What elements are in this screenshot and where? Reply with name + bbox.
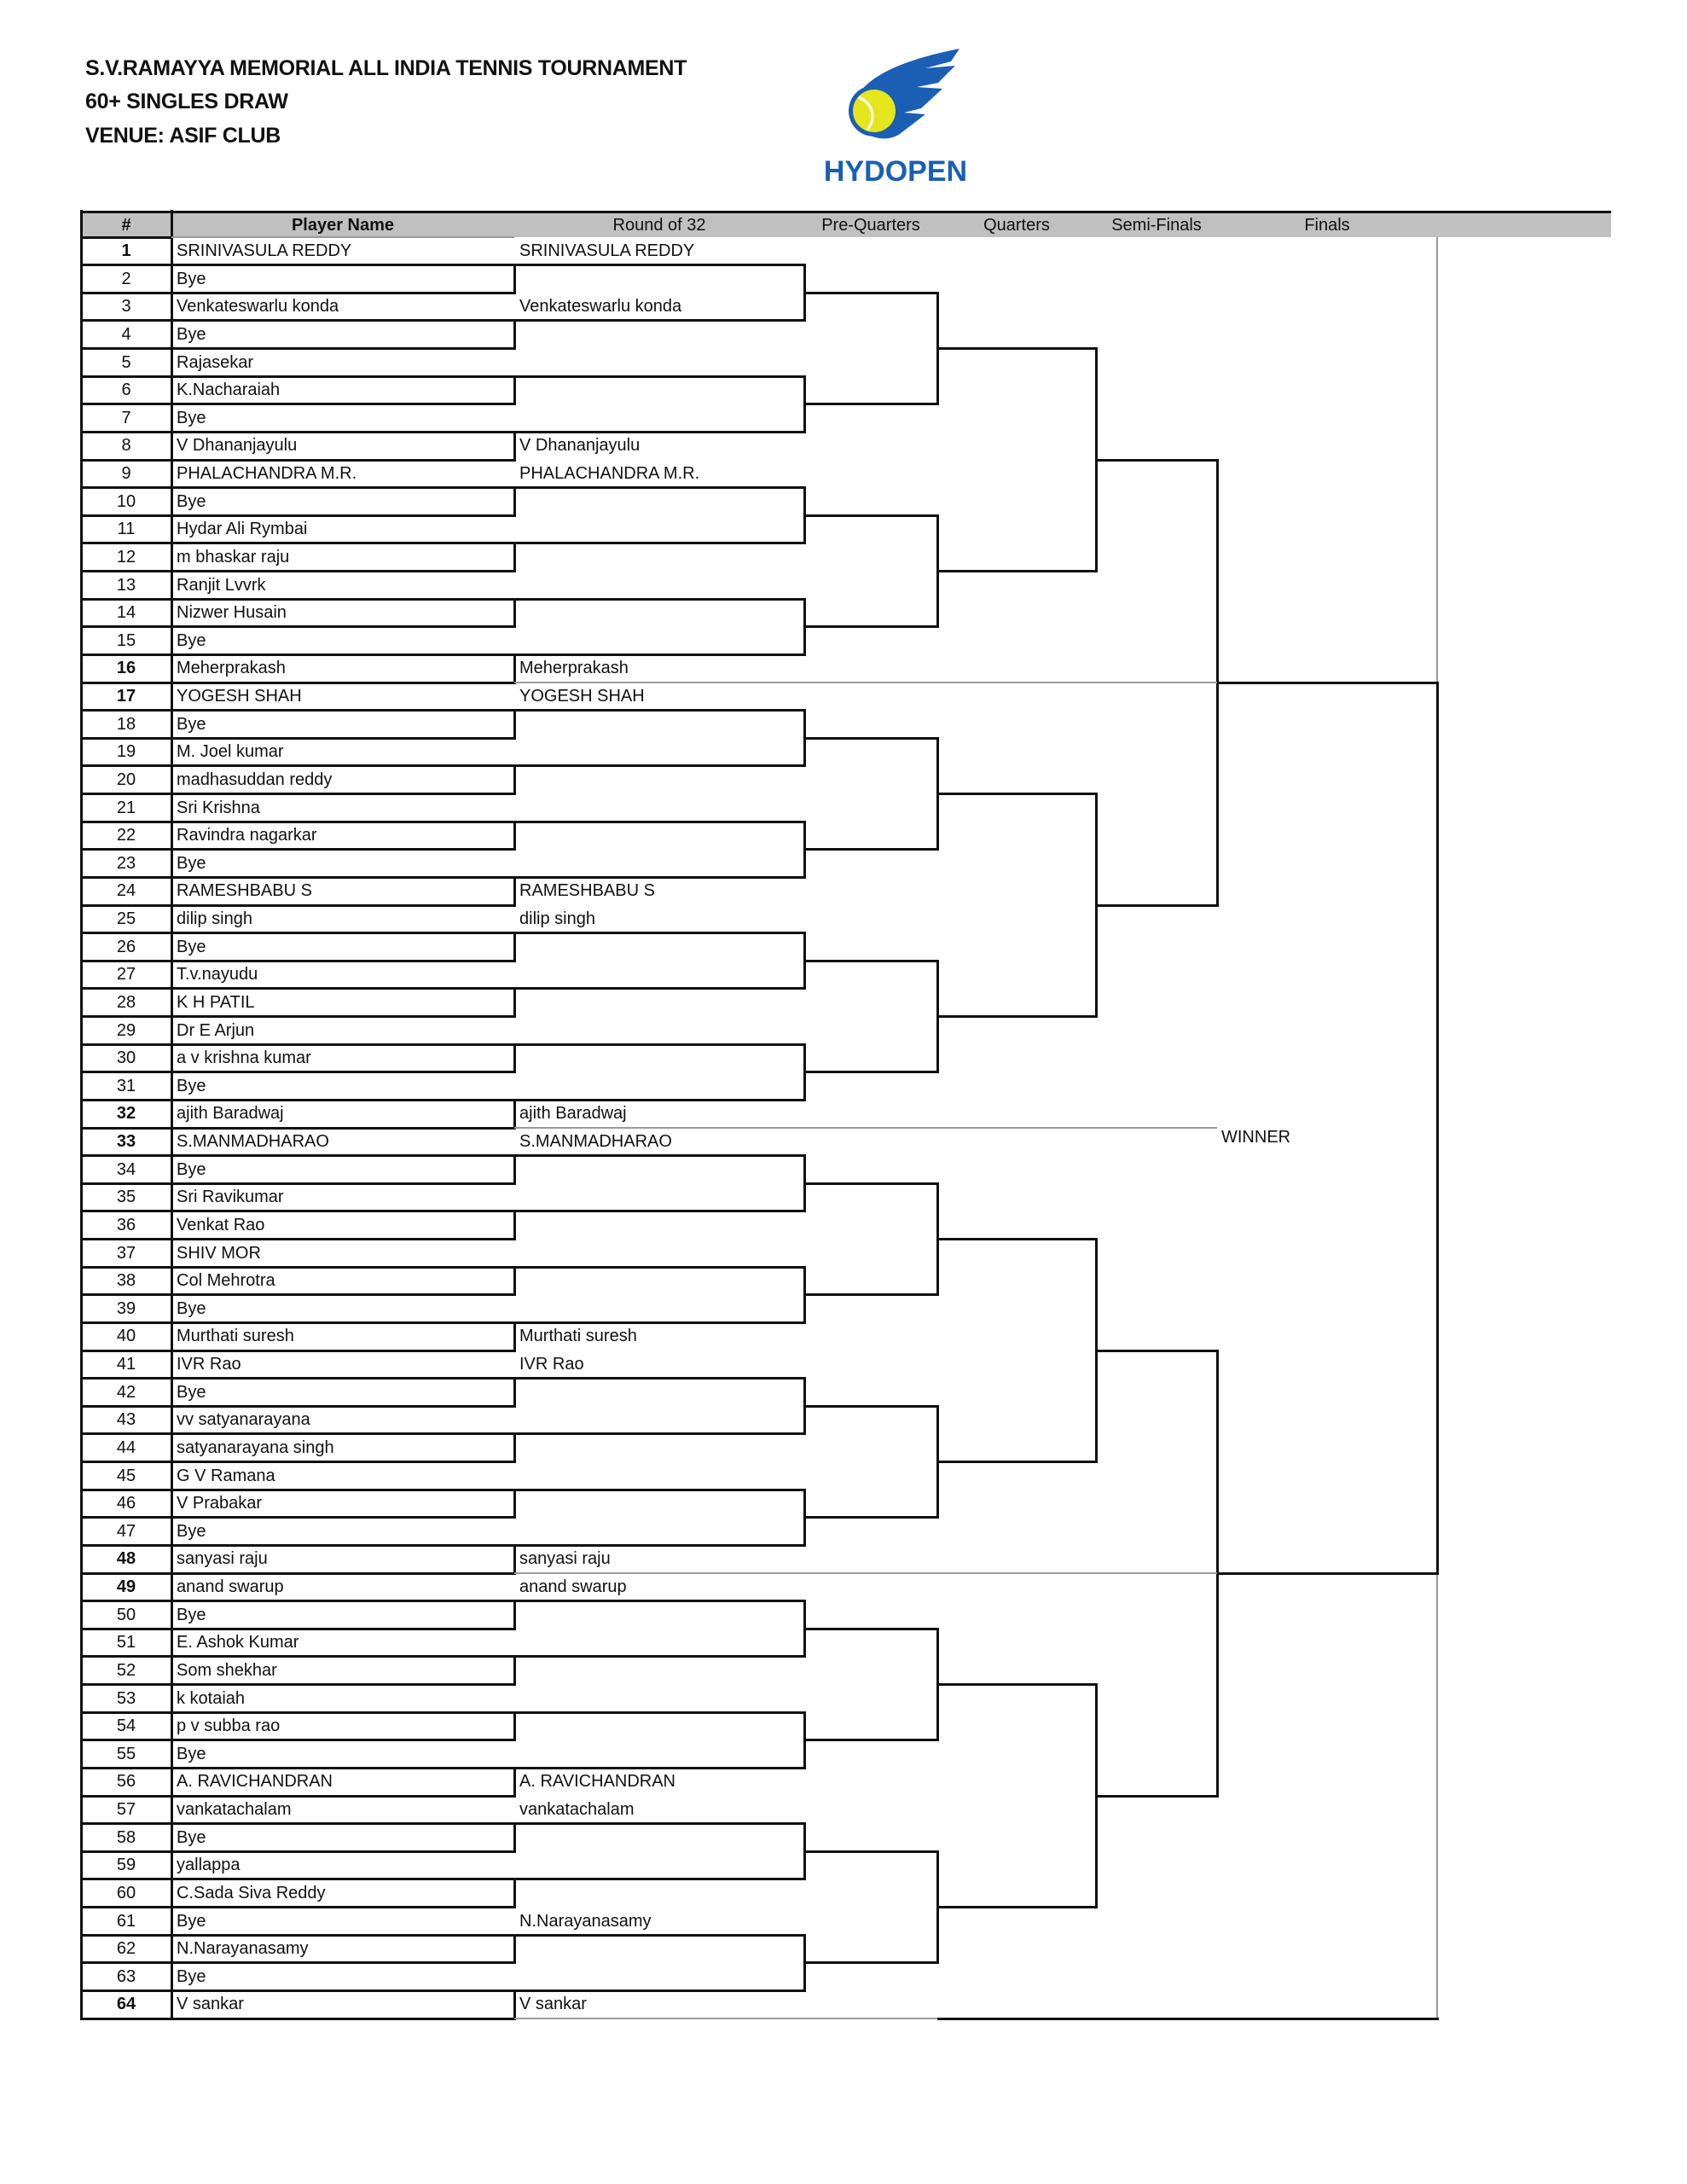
bracket-line (514, 821, 806, 823)
seed-number: 49 (116, 1577, 136, 1596)
seed-number: 64 (116, 1995, 136, 2014)
bracket-line (514, 1154, 806, 1157)
bracket-line (513, 486, 516, 517)
hydopen-logo (823, 44, 968, 189)
round-of-32-entry: YOGESH SHAH (519, 687, 645, 706)
bracket-line (937, 1906, 1098, 1908)
bracket-line (514, 764, 806, 767)
seed-number: 14 (116, 603, 136, 623)
player-name: Murthati suresh (177, 1327, 294, 1346)
bracket-line (514, 1711, 806, 1714)
bracket-line (513, 1989, 516, 2020)
player-name: Bye (177, 408, 206, 427)
seed-number: 63 (116, 1966, 136, 1986)
col-header-finals: Finals (1304, 216, 1350, 235)
bracket-line (937, 1238, 1098, 1240)
round-of-32-entry: S.MANMADHARAO (519, 1132, 672, 1151)
bracket-line (514, 598, 806, 601)
bracket-line (513, 932, 516, 962)
seed-number: 28 (116, 992, 136, 1012)
bracket-line (514, 264, 806, 266)
player-name: YOGESH SHAH (177, 687, 302, 706)
bracket-line (514, 1043, 806, 1046)
bracket-line (804, 1182, 939, 1185)
bracket-line (513, 375, 516, 406)
col-header-semifinals: Semi-Finals (1111, 216, 1202, 235)
player-name: Bye (177, 1744, 206, 1763)
seed-number: 11 (117, 520, 136, 539)
bracket-line (804, 1739, 939, 1741)
player-name: RAMESHBABU S (177, 881, 312, 901)
seed-number: 57 (116, 1800, 136, 1819)
seed-number: 55 (116, 1744, 136, 1763)
player-name: Sri Krishna (177, 798, 260, 817)
bracket-line (514, 653, 806, 656)
bracket-line (1217, 1572, 1439, 1575)
bracket-line (513, 653, 516, 684)
bracket-line (1096, 1795, 1219, 1798)
bracket-line (937, 793, 1098, 795)
player-name: SRINIVASULA REDDY (177, 241, 352, 260)
bracket-line (804, 292, 939, 294)
player-name: Bye (177, 1298, 206, 1318)
player-name: Hydar Ali Rymbai (177, 520, 308, 539)
col-header-player: Player Name (291, 216, 395, 235)
draw-title: 60+ SINGLES DRAW (85, 90, 288, 113)
round-of-32-entry: anand swarup (519, 1577, 627, 1596)
bracket-line (513, 1266, 516, 1297)
player-name: IVR Rao (177, 1355, 241, 1374)
player-name: Bye (177, 714, 206, 734)
player-name: Bye (177, 1521, 206, 1541)
player-name: C.Sada Siva Reddy (177, 1883, 326, 1902)
bracket-line (804, 1516, 939, 1519)
bracket-line (804, 848, 939, 851)
seed-number: 12 (116, 547, 136, 566)
seed-number: 51 (116, 1633, 136, 1653)
player-name: Som shekhar (177, 1660, 277, 1680)
bracket-line (513, 264, 516, 294)
bracket-line (804, 1405, 939, 1408)
bracket-line (1096, 1350, 1219, 1352)
round-of-32-entry: ajith Baradwaj (519, 1104, 627, 1124)
bracket-line (1096, 459, 1219, 462)
seed-number: 7 (121, 408, 131, 427)
bracket-line (513, 1154, 516, 1185)
player-name: N.Narayanasamy (177, 1939, 309, 1959)
player-name: T.v.nayudu (177, 965, 258, 985)
player-name: vv satyanarayana (177, 1410, 310, 1430)
player-name: Bye (177, 1605, 206, 1624)
player-name: Nizwer Husain (177, 603, 287, 623)
player-name: SHIV MOR (177, 1243, 261, 1263)
bracket-line (514, 542, 806, 544)
player-name: Bye (177, 1911, 206, 1931)
bracket-line (514, 1210, 806, 1212)
bracket-line (514, 1489, 806, 1491)
section-divider (514, 1572, 1217, 1574)
seed-number: 34 (116, 1159, 136, 1179)
seed-number: 43 (116, 1410, 136, 1430)
bracket-line (513, 1432, 516, 1463)
round-of-32-entry: A. RAVICHANDRAN (519, 1772, 675, 1792)
bracket-line (514, 1989, 806, 1992)
seed-number: 29 (116, 1020, 136, 1040)
bracket-line (513, 709, 516, 740)
bracket-line (804, 1628, 939, 1630)
seed-number: 27 (116, 965, 136, 985)
seed-number: 6 (121, 380, 131, 400)
round-of-32-entry: Murthati suresh (519, 1327, 637, 1346)
seed-number: 50 (116, 1605, 136, 1624)
tennis-ball-wing-icon (823, 44, 968, 189)
bracket-line (514, 486, 806, 489)
player-name: PHALACHANDRA M.R. (177, 464, 357, 483)
seed-number: 48 (116, 1549, 136, 1569)
col-header-r32: Round of 32 (612, 216, 706, 235)
bracket-line (513, 598, 516, 629)
seed-number: 24 (116, 881, 136, 901)
player-name: Venkateswarlu konda (177, 297, 339, 317)
bracket-line (514, 1600, 806, 1602)
player-name: Ranjit Lvvrk (177, 575, 266, 595)
player-name: V sankar (177, 1995, 244, 2014)
player-name: Ravindra nagarkar (177, 826, 317, 845)
player-name: satyanarayana singh (177, 1438, 334, 1457)
bracket-line (514, 1878, 806, 1880)
bracket-line (513, 1544, 516, 1575)
round-of-32-entry: N.Narayanasamy (519, 1911, 652, 1931)
player-name: ajith Baradwaj (177, 1104, 284, 1124)
player-name: Col Mehrotra (177, 1271, 275, 1291)
svg-text:HYDOPEN: HYDOPEN (823, 155, 968, 188)
bracket-line (937, 1015, 1098, 1018)
bracket-line (514, 1377, 806, 1380)
bracket-line (514, 709, 806, 712)
bracket-line (514, 1934, 806, 1937)
round-of-32-entry: V sankar (519, 1995, 587, 2014)
seed-number: 30 (116, 1048, 136, 1068)
player-name: K.Nacharaiah (177, 380, 281, 400)
bracket-line (514, 1266, 806, 1269)
bracket-line (514, 431, 806, 433)
seed-number: 59 (116, 1856, 136, 1875)
player-name: yallappa (177, 1856, 241, 1875)
bracket-line (804, 960, 939, 962)
bracket-line (513, 1099, 516, 1130)
seed-number: 52 (116, 1660, 136, 1680)
player-name: Venkat Rao (177, 1215, 265, 1234)
player-name: Bye (177, 491, 206, 511)
bracket-line (513, 1878, 516, 1908)
bracket-line (514, 1432, 806, 1435)
seed-number: 17 (116, 687, 136, 706)
player-name: Bye (177, 630, 206, 650)
seed-number: 45 (116, 1466, 136, 1485)
bracket-line (513, 1934, 516, 1965)
seed-number: 10 (116, 491, 136, 511)
bracket-line (81, 2018, 516, 2020)
seed-number: 16 (116, 659, 136, 678)
section-divider (514, 682, 1217, 683)
seed-number: 22 (116, 826, 136, 845)
bracket-line (937, 570, 1098, 572)
bracket-line (513, 821, 516, 851)
seed-number: 41 (116, 1355, 136, 1374)
round-of-32-entry: Meherprakash (519, 659, 629, 678)
player-name: Bye (177, 324, 206, 344)
bracket-line (1436, 682, 1439, 1575)
seed-number: 58 (116, 1827, 136, 1847)
player-name: Bye (177, 853, 206, 873)
player-name: Bye (177, 1159, 206, 1179)
bracket-line (513, 764, 516, 795)
bracket-line (514, 876, 806, 879)
round-of-32-entry: Venkateswarlu konda (519, 297, 682, 317)
seed-number: 8 (121, 436, 131, 456)
seed-number: 61 (116, 1911, 136, 1931)
seed-number: 23 (116, 853, 136, 873)
player-name: dilip singh (177, 909, 252, 928)
seed-number: 56 (116, 1772, 136, 1792)
player-name: Bye (177, 1827, 206, 1847)
player-name: Bye (177, 937, 206, 956)
seed-number: 3 (121, 297, 131, 317)
seed-number: 21 (116, 798, 136, 817)
col-header-num: # (121, 216, 131, 235)
seed-number: 26 (116, 937, 136, 956)
seed-number: 15 (116, 630, 136, 650)
seed-number: 25 (116, 909, 136, 928)
bracket-line (937, 1461, 1098, 1463)
bracket-line (937, 1683, 1098, 1686)
winner-label: WINNER (1221, 1128, 1291, 1147)
bracket-line (514, 1767, 806, 1769)
bracket-line (804, 1961, 939, 1964)
player-name: madhasuddan reddy (177, 770, 333, 789)
player-name: sanyasi raju (177, 1549, 268, 1569)
round-of-32-entry: RAMESHBABU S (519, 881, 655, 901)
bracket-line (513, 1377, 516, 1408)
player-name: G V Ramana (177, 1466, 275, 1485)
bracket-line (514, 1544, 806, 1547)
seed-number: 35 (116, 1188, 136, 1207)
player-name: Bye (177, 1382, 206, 1402)
bracket-line (513, 1043, 516, 1074)
bracket-line (804, 403, 939, 405)
bracket-line (514, 932, 806, 934)
seed-number: 40 (116, 1327, 136, 1346)
round-of-32-entry: IVR Rao (519, 1355, 584, 1374)
bracket-line (513, 431, 516, 462)
seed-number: 47 (116, 1521, 136, 1541)
bracket-line (513, 1822, 516, 1853)
player-name: S.MANMADHARAO (177, 1132, 329, 1151)
seed-number: 38 (116, 1271, 136, 1291)
seed-number: 37 (116, 1243, 136, 1263)
seed-number: 44 (116, 1438, 136, 1457)
player-name: Sri Ravikumar (177, 1188, 284, 1207)
section-divider (514, 2018, 937, 2019)
bracket-line (514, 1321, 806, 1324)
round-of-32-entry: PHALACHANDRA M.R. (519, 464, 700, 483)
bracket-line (514, 987, 806, 990)
bracket-line (513, 1711, 516, 1742)
bracket-line (513, 1210, 516, 1240)
seed-number: 42 (116, 1382, 136, 1402)
player-name: Bye (177, 269, 206, 288)
round-of-32-entry: sanyasi raju (519, 1549, 611, 1569)
bracket-line (513, 1767, 516, 1798)
seed-number: 20 (116, 770, 136, 789)
player-name: k kotaiah (177, 1688, 246, 1708)
seed-number: 39 (116, 1298, 136, 1318)
bracket-line (804, 1850, 939, 1853)
bracket-line (513, 319, 516, 350)
player-name: K H PATIL (177, 992, 255, 1012)
player-name: Bye (177, 1076, 206, 1095)
bracket-line (937, 2018, 1439, 2020)
round-of-32-entry: dilip singh (519, 909, 595, 928)
venue-title: VENUE: ASIF CLUB (85, 124, 281, 148)
seed-number: 5 (121, 352, 131, 372)
player-name: E. Ashok Kumar (177, 1633, 299, 1653)
player-name: V Dhananjayulu (177, 436, 298, 456)
bracket-line (514, 1099, 806, 1101)
bracket-line (514, 375, 806, 378)
seed-number: 18 (116, 714, 136, 734)
seed-number: 62 (116, 1939, 136, 1959)
bracket-line (513, 987, 516, 1018)
player-name: Meherprakash (177, 659, 286, 678)
seed-number: 13 (116, 575, 136, 595)
seed-number: 1 (121, 241, 131, 260)
seed-number: 60 (116, 1883, 136, 1902)
seed-number: 36 (116, 1215, 136, 1234)
seed-number: 33 (116, 1132, 136, 1151)
bracket-line (804, 625, 939, 628)
seed-number: 9 (121, 464, 131, 483)
player-name: m bhaskar raju (177, 547, 290, 566)
player-name: V Prabakar (177, 1494, 263, 1513)
bracket-line (804, 1071, 939, 1073)
seed-number: 2 (121, 269, 131, 288)
bracket-line (804, 1293, 939, 1296)
seed-number: 46 (116, 1494, 136, 1513)
seed-number: 4 (121, 324, 131, 344)
bracket-line (937, 347, 1098, 350)
bracket-line (513, 876, 516, 907)
player-name: anand swarup (177, 1577, 284, 1596)
col-header-quarters: Quarters (983, 216, 1050, 235)
col-header-prequarters: Pre-Quarters (821, 216, 920, 235)
player-name: Dr E Arjun (177, 1020, 255, 1040)
seed-number: 32 (116, 1104, 136, 1124)
bracket-line (514, 319, 806, 322)
bracket-line (514, 1822, 806, 1825)
bracket-line (513, 1321, 516, 1352)
round-of-32-entry: V Dhananjayulu (519, 436, 641, 456)
player-name: Rajasekar (177, 352, 254, 372)
bracket-line (513, 1655, 516, 1686)
seed-number: 54 (116, 1716, 136, 1736)
round-of-32-entry: SRINIVASULA REDDY (519, 241, 695, 260)
seed-number: 53 (116, 1688, 136, 1708)
section-divider (514, 1127, 1217, 1129)
bracket-line (513, 1600, 516, 1630)
player-name: M. Joel kumar (177, 742, 284, 762)
player-name: vankatachalam (177, 1800, 292, 1819)
bracket-line (804, 737, 939, 740)
player-name: A. RAVICHANDRAN (177, 1772, 333, 1792)
player-name: a v krishna kumar (177, 1048, 311, 1068)
bracket-line (513, 542, 516, 572)
tournament-title: S.V.RAMAYYA MEMORIAL ALL INDIA TENNIS TOURNAMENT (85, 56, 687, 80)
bracket-line (513, 1489, 516, 1519)
bracket-line (1096, 904, 1219, 907)
seed-number: 31 (116, 1076, 136, 1095)
seed-number: 19 (116, 742, 136, 762)
bracket-line (804, 514, 939, 517)
player-name: p v subba rao (177, 1716, 281, 1736)
bracket-line (1217, 682, 1439, 684)
player-name: Bye (177, 1966, 206, 1986)
bracket-line (514, 1655, 806, 1658)
round-of-32-entry: vankatachalam (519, 1800, 635, 1819)
